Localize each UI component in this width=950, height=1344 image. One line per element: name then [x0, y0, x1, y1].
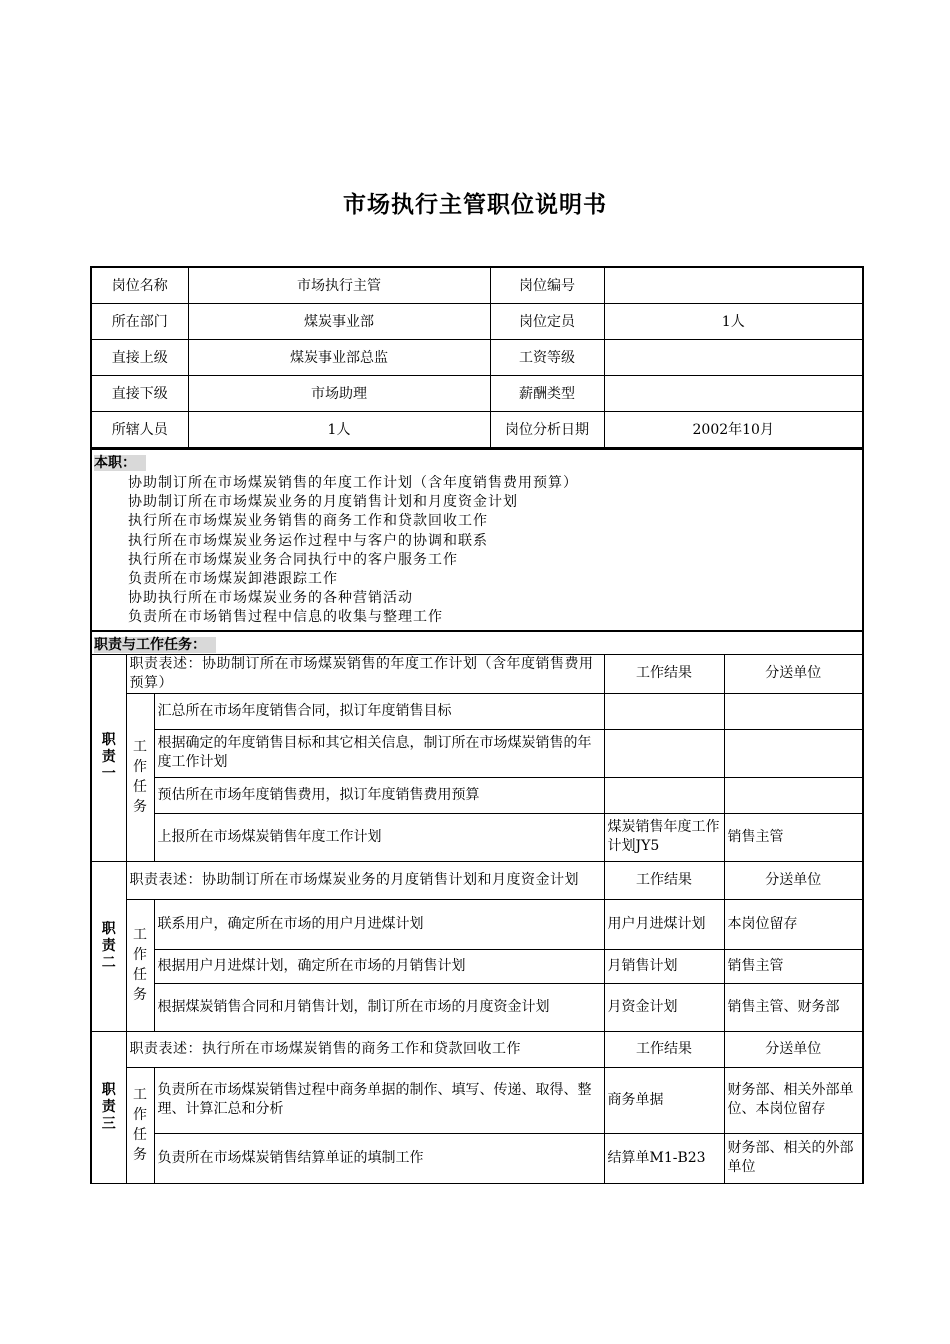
- destination-column-header: 分送单位: [724, 861, 862, 899]
- responsibility-header-row: [92, 861, 862, 899]
- task-result: 用户月进煤计划: [604, 899, 724, 949]
- responsibility-name: 职责一: [92, 654, 126, 861]
- field-label: 直接上级: [92, 340, 188, 376]
- field-value: 市场执行主管: [188, 268, 490, 304]
- task-destination: [724, 693, 862, 729]
- task-description: 根据确定的年度销售目标和其它相关信息，制订所在市场煤炭销售的年度工作计划: [154, 729, 604, 777]
- field-value: [604, 376, 862, 412]
- task-row: [92, 729, 862, 777]
- responsibility-header-row: [92, 654, 862, 693]
- destination-column-header: 分送单位: [724, 654, 862, 693]
- task-row: [92, 1067, 862, 1133]
- info-row: [92, 304, 862, 340]
- task-result: 煤炭销售年度工作计划JY5: [604, 813, 724, 861]
- task-row: [92, 1133, 862, 1183]
- responsibility-name: 职责三: [92, 1031, 126, 1183]
- task-destination: [724, 777, 862, 813]
- field-label: 所辖人员: [92, 412, 188, 448]
- task-result: 结算单M1-B23: [604, 1133, 724, 1183]
- task-destination: 销售主管: [724, 813, 862, 861]
- task-result: [604, 777, 724, 813]
- field-value: 市场助理: [188, 376, 490, 412]
- responsibilities-table: [92, 654, 862, 1184]
- responsibilities-heading: 职责与工作任务：: [92, 630, 862, 654]
- responsibility-name: 职责二: [92, 861, 126, 1031]
- task-label: 工作任务: [126, 693, 154, 861]
- field-label: 岗位名称: [92, 268, 188, 304]
- task-row: [92, 777, 862, 813]
- field-value: 1人: [188, 412, 490, 448]
- field-value: [604, 340, 862, 376]
- document-title: 市场执行主管职位说明书: [343, 192, 607, 218]
- field-value: 2002年10月: [604, 412, 862, 448]
- responsibility-header-row: [92, 1031, 862, 1067]
- task-result: 月销售计划: [604, 949, 724, 983]
- task-description: 根据用户月进煤计划，确定所在市场的月销售计划: [154, 949, 604, 983]
- task-destination: 本岗位留存: [724, 899, 862, 949]
- duty-item: 协助制订所在市场煤炭销售的年度工作计划（含年度销售费用预算）: [128, 475, 578, 491]
- task-description: 负责所在市场煤炭销售过程中商务单据的制作、填写、传递、取得、整理、计算汇总和分析: [154, 1067, 604, 1133]
- duty-item: 执行所在市场煤炭业务销售的商务工作和贷款回收工作: [128, 513, 488, 530]
- task-result: [604, 693, 724, 729]
- duties-heading: 本职：: [92, 448, 862, 472]
- result-column-header: 工作结果: [604, 654, 724, 693]
- responsibility-description: 职责表述：执行所在市场煤炭销售的商务工作和贷款回收工作: [126, 1031, 604, 1067]
- task-result: 商务单据: [604, 1067, 724, 1133]
- task-label: 工作任务: [126, 899, 154, 1031]
- task-destination: 销售主管: [724, 949, 862, 983]
- duties-list: [92, 472, 862, 630]
- field-label: 岗位分析日期: [490, 412, 604, 448]
- task-destination: 财务部、相关的外部单位: [724, 1133, 862, 1183]
- task-description: 上报所在市场煤炭销售年度工作计划: [154, 813, 604, 861]
- task-description: 预估所在市场年度销售费用，拟订年度销售费用预算: [154, 777, 604, 813]
- result-column-header: 工作结果: [604, 1031, 724, 1067]
- field-label: 岗位编号: [490, 268, 604, 304]
- task-result: 月资金计划: [604, 983, 724, 1031]
- responsibility-description: 职责表述：协助制订所在市场煤炭销售的年度工作计划（含年度销售费用预算）: [126, 654, 604, 693]
- task-row: [92, 983, 862, 1031]
- job-description-form: [90, 266, 864, 1184]
- duty-item: 执行所在市场煤炭业务运作过程中与客户的协调和联系: [128, 532, 488, 549]
- field-label: 直接下级: [92, 376, 188, 412]
- task-row: [92, 693, 862, 729]
- field-label: 工资等级: [490, 340, 604, 376]
- task-description: 汇总所在市场年度销售合同，拟订年度销售目标: [154, 693, 604, 729]
- task-label: 工作任务: [126, 1067, 154, 1183]
- info-row: [92, 340, 862, 376]
- info-row: [92, 268, 862, 304]
- task-destination: [724, 729, 862, 777]
- result-column-header: 工作结果: [604, 861, 724, 899]
- info-row: [92, 376, 862, 412]
- responsibility-description: 职责表述：协助制订所在市场煤炭业务的月度销售计划和月度资金计划: [126, 861, 604, 899]
- field-label: 薪酬类型: [490, 376, 604, 412]
- duty-item: 协助执行所在市场煤炭业务的各种营销活动: [128, 590, 413, 607]
- duty-item: 负责所在市场销售过程中信息的收集与整理工作: [128, 609, 443, 626]
- basic-info-table: [92, 268, 862, 448]
- info-row: [92, 412, 862, 448]
- task-description: 负责所在市场煤炭销售结算单证的填制工作: [154, 1133, 604, 1183]
- destination-column-header: 分送单位: [724, 1031, 862, 1067]
- task-description: 根据煤炭销售合同和月销售计划，制订所在市场的月度资金计划: [154, 983, 604, 1031]
- field-label: 所在部门: [92, 304, 188, 340]
- duty-item: 负责所在市场煤炭卸港跟踪工作: [128, 571, 338, 588]
- task-row: [92, 813, 862, 861]
- task-result: [604, 729, 724, 777]
- task-destination: 销售主管、财务部: [724, 983, 862, 1031]
- field-value: [604, 268, 862, 304]
- duty-item: 执行所在市场煤炭业务合同执行中的客户服务工作: [128, 551, 458, 568]
- task-row: [92, 899, 862, 949]
- task-row: [92, 949, 862, 983]
- field-value: 煤炭事业部: [188, 304, 490, 340]
- task-destination: 财务部、相关外部单位、本岗位留存: [724, 1067, 862, 1133]
- task-description: 联系用户，确定所在市场的用户月进煤计划: [154, 899, 604, 949]
- duty-item: 协助制订所在市场煤炭业务的月度销售计划和月度资金计划: [128, 494, 518, 511]
- field-value: 1人: [604, 304, 862, 340]
- field-value: 煤炭事业部总监: [188, 340, 490, 376]
- field-label: 岗位定员: [490, 304, 604, 340]
